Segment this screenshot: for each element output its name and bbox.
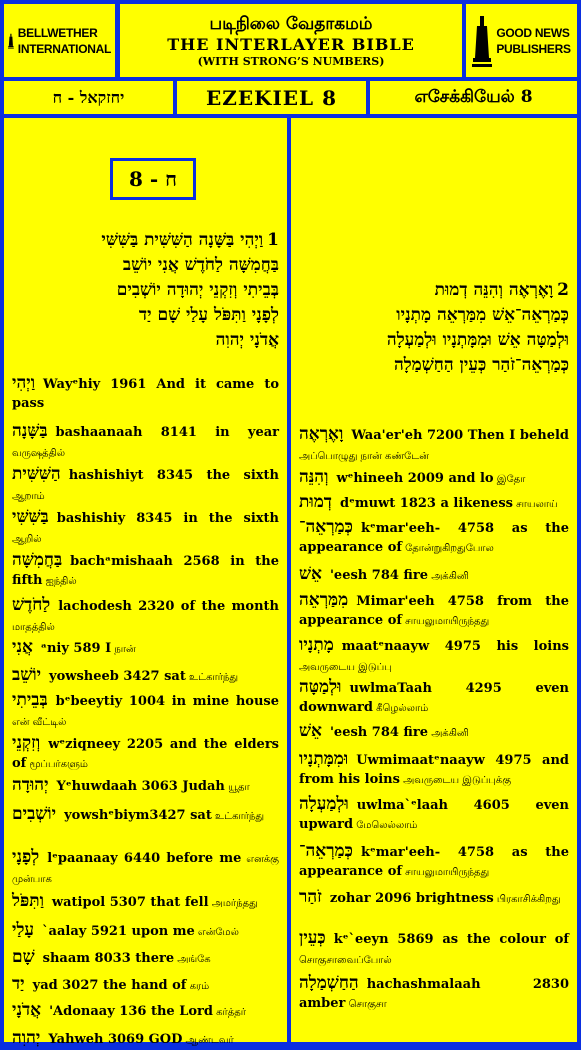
gloss-translit <box>12 975 279 996</box>
gloss-text: bᵉbeeytiy 1004 in mine house <box>55 694 279 709</box>
gloss-translit <box>299 636 569 677</box>
gloss-translit <box>299 888 569 909</box>
gloss-text: ᵃniy 589 I <box>40 641 112 656</box>
verse-number: 1 <box>267 230 279 250</box>
gloss-hebrew-word: הַחַשְׁמַלָה <box>299 973 359 993</box>
gloss-tamil: வருஷத்தில் <box>12 448 66 459</box>
left-logo-line2: INTERNATIONAL <box>17 41 111 56</box>
gloss-translit <box>299 842 569 882</box>
gloss-tamil: ஆறாம் <box>12 491 45 502</box>
title-subtitle: (WITH STRONG’S NUMBERS) <box>197 54 385 68</box>
gloss-hebrew-word: כְּעֵין <box>299 928 326 948</box>
gloss-tamil: சாயலுமாயிருந்தது <box>402 616 490 627</box>
gloss-tamil: இதோ <box>493 474 526 485</box>
verse-1-hebrew <box>101 228 279 353</box>
gloss-tamil: கரம் <box>186 981 210 992</box>
gloss-tamil: உட்கார்ந்து <box>185 672 239 683</box>
title-block <box>120 4 462 77</box>
gloss-translit <box>12 1029 279 1050</box>
gloss-hebrew-word: אֵשׁ <box>299 721 322 741</box>
gloss-tamil: யூதா <box>224 782 250 793</box>
verse-line: וּלְמַטָּה אֵשׁ וּמִמָּתְנָיו וּלְמַעְלָה <box>386 330 569 350</box>
gloss-entry <box>12 374 279 413</box>
gloss-hebrew-word: בַּשִּׁשִּׁי <box>12 507 49 527</box>
gloss-translit <box>12 374 279 413</box>
gloss-tamil: அவருடைய இடுப்பு <box>299 662 392 673</box>
gloss-hebrew-word: וּמִמָּתְנָיו <box>299 749 349 769</box>
gloss-entry <box>12 551 279 591</box>
verse-line: אֲדֹנָי יְהוִה <box>215 330 279 350</box>
gloss-entry <box>299 468 569 489</box>
gloss-translit <box>299 678 569 718</box>
gloss-translit <box>12 638 279 659</box>
gloss-translit <box>299 493 569 514</box>
gloss-tamil: கீழெல்லாம் <box>372 703 429 714</box>
gloss-hebrew-word: יוֹשְׁבִים <box>12 804 57 824</box>
gloss-tamil: அமர்ந்தது <box>208 898 258 909</box>
gloss-entry <box>299 888 569 909</box>
gloss-text: shaam 8033 there <box>42 951 175 966</box>
gloss-text: yowsheeb 3427 sat <box>49 669 186 684</box>
verse-number: 2 <box>557 280 569 300</box>
verse-line: כְּמַרְאֵה־אֵשׁ מִמַּרְאֵה מָתְנָיו <box>396 305 569 325</box>
gloss-hebrew-word: מָתְנָיו <box>299 635 334 655</box>
gloss-entry <box>299 795 569 835</box>
gloss-tamil: சொகுசா <box>345 999 387 1010</box>
gloss-translit <box>12 805 279 826</box>
gloss-text: Uwmimaatᵉnaayw 4975 and from his loins <box>299 753 569 787</box>
tamil-book-label <box>370 81 577 114</box>
gloss-translit <box>299 722 569 743</box>
gloss-translit <box>299 795 569 835</box>
gloss-translit <box>12 551 279 591</box>
gloss-translit <box>299 750 569 790</box>
gloss-entry <box>299 750 569 790</box>
verse-line: בַּחֲמִשָּׁה לַחֹדֶשׁ אֲנִי יוֹשֵׁב <box>122 255 279 275</box>
gloss-entry <box>12 921 279 942</box>
gloss-hebrew-word: וְזִקְנֵי <box>12 733 41 753</box>
gloss-hebrew-word: בַּשָּׁנָה <box>12 421 48 441</box>
verse-line: כְּמַרְאֵה־זֹהַר כְּעֵין הַחַשְׁמַלָה <box>393 355 569 375</box>
gloss-tamil: ஆண்டவர் <box>182 1035 234 1046</box>
gloss-entry <box>299 722 569 743</box>
gloss-text: 'eesh 784 fire <box>329 725 429 740</box>
gloss-text: bashishiy 8345 in the sixth <box>56 511 279 526</box>
gloss-entry <box>299 636 569 677</box>
gloss-text: wᵉziqneey 2205 and the elders of <box>12 737 279 771</box>
gloss-translit <box>12 921 279 942</box>
gloss-entry <box>12 596 279 637</box>
gloss-translit <box>12 776 279 797</box>
left-logo-line1: BELLWETHER <box>17 25 98 40</box>
bellwether-icon <box>8 14 14 68</box>
gloss-text: 'Adonaay 136 the Lord <box>49 1004 213 1019</box>
gloss-entry <box>12 465 279 506</box>
gloss-text: 'eesh 784 fire <box>329 568 429 583</box>
gloss-text: kᵉmar'eeh- 4758 as the appearance of <box>299 521 569 555</box>
gloss-translit <box>299 565 569 586</box>
gloss-text: Yᵉhuwdaah 3063 Judah <box>56 779 225 794</box>
gloss-hebrew-word: וַיְהִי <box>12 373 36 393</box>
gloss-entry <box>12 805 279 826</box>
gloss-tamil: மூப்பர்களும் <box>26 759 88 770</box>
gloss-tamil: அவருடைய இடுப்புக்கு <box>399 775 512 786</box>
gloss-hebrew-word: יוֹשֵׁב <box>12 665 42 685</box>
gloss-text: Mimar'eeh 4758 from the appearance of <box>299 594 569 628</box>
gloss-hebrew-word: אֲדֹנָי <box>12 1000 42 1020</box>
gloss-translit <box>12 1001 279 1022</box>
gloss-tamil: ஆறில் <box>12 534 42 545</box>
gloss-tamil: கர்த்தர் <box>212 1007 247 1018</box>
gloss-entry <box>299 493 569 514</box>
bellwether-icon <box>472 14 492 68</box>
gloss-entry <box>12 892 279 913</box>
chapter-badge-text: ח - 8 <box>129 166 177 191</box>
gloss-text: Waa'er'eh 7200 Then I beheld <box>351 428 569 443</box>
gloss-hebrew-word: עָלַי <box>12 920 35 940</box>
verse-line: לְפָנָי וַתִּפֹּל עָלַי שָׁם יַד <box>138 305 279 325</box>
gloss-text: Yahweh 3069 GOD <box>48 1032 183 1047</box>
gloss-translit <box>12 691 279 732</box>
left-column <box>4 118 287 1048</box>
gloss-tamil: என்மேல் <box>194 927 239 938</box>
gloss-tamil: அக்கினி <box>428 728 469 739</box>
gloss-text: yad 3027 the hand of <box>32 978 187 993</box>
gloss-hebrew-word: אֲנִי <box>12 637 33 657</box>
verse-line: בְּבֵיתִי וְזִקְנֵי יְהוּדָה יוֹשְׁבִים <box>116 280 279 300</box>
gloss-entry <box>12 948 279 969</box>
right-column <box>291 118 577 1042</box>
title-english: THE INTERLAYER BIBLE <box>167 34 415 54</box>
gloss-tamil: சாயலாய் <box>512 499 558 510</box>
gloss-tamil: உட்கார்ந்து <box>211 811 265 822</box>
gloss-hebrew-word: מִמַּרְאֵה <box>299 590 349 610</box>
gloss-translit <box>299 974 569 1014</box>
gloss-tamil: என் வீட்டில் <box>12 717 67 728</box>
gloss-text: `aalay 5921 upon me <box>42 924 195 939</box>
title-tamil: படிநிலை வேதாகமம் <box>209 13 373 34</box>
gloss-text: kᵉmar'eeh- 4758 as the appearance of <box>299 845 569 879</box>
gloss-hebrew-word: וּלְמַטָּה <box>299 677 342 697</box>
gloss-entry <box>12 1029 279 1050</box>
gloss-hebrew-word: דְמוּת <box>299 492 332 512</box>
gloss-text: hashishiyt 8345 the sixth <box>68 468 279 483</box>
gloss-translit <box>12 596 279 637</box>
gloss-translit <box>299 425 569 466</box>
good-news-logo <box>466 4 577 77</box>
verse-line: 2וָאֶרְאֶה וְהִנֵּה דְמוּת <box>434 280 569 300</box>
verse-line: 1וַיְהִי בַּשָּׁנָה הַשִּׁשִּׁית בַּשִּׁשִּׁי <box>101 230 279 250</box>
gloss-hebrew-word: וּלְמַעְלָה <box>299 794 349 814</box>
gloss-hebrew-word: לַחֹדֶשׁ <box>12 595 51 615</box>
gloss-entry <box>299 974 569 1014</box>
english-book-text: EZEKIEL 8 <box>205 85 337 110</box>
gloss-tamil: அக்கினி <box>428 571 469 582</box>
gloss-text: bashaanaah 8141 in year <box>55 425 279 440</box>
gloss-translit <box>299 929 569 970</box>
bellwether-logo <box>4 4 115 77</box>
gloss-text: hachashmalaah 2830 amber <box>299 977 569 1011</box>
gloss-text: maatᵉnaayw 4975 his loins <box>341 639 569 654</box>
gloss-entry <box>12 848 279 889</box>
gloss-entry <box>299 929 569 970</box>
gloss-entry <box>299 518 569 558</box>
hebrew-book-text: יחזקאל - ח <box>52 87 125 107</box>
gloss-hebrew-word: שָׁם <box>12 947 35 967</box>
tamil-book-text: எசேக்கியேல் 8 <box>414 86 533 107</box>
right-logo-line1: GOOD NEWS <box>496 25 570 40</box>
gloss-translit <box>12 422 279 463</box>
gloss-hebrew-word: זֹהַר <box>299 887 322 907</box>
gloss-hebrew-word: וְהִנֵּה <box>299 467 329 487</box>
gloss-text: yowshᵉbiym3427 sat <box>64 808 212 823</box>
gloss-tamil: சொகுசாவைப்போல் <box>299 955 392 966</box>
gloss-hebrew-word: כְּמַרְאֵה־ <box>299 517 353 537</box>
gloss-tamil: சாயலுமாயிருந்தது <box>402 867 490 878</box>
gloss-entry <box>12 776 279 797</box>
gloss-hebrew-word: יְהוּדָה <box>12 775 49 795</box>
gloss-translit <box>299 468 569 489</box>
gloss-entry <box>12 1001 279 1022</box>
gloss-hebrew-word: הַשִּׁשִּׁית <box>12 464 61 484</box>
gloss-translit <box>12 734 279 774</box>
gloss-entry <box>12 508 279 549</box>
gloss-translit <box>12 948 279 969</box>
gloss-hebrew-word: אֵשׁ <box>299 564 322 584</box>
gloss-translit <box>299 518 569 558</box>
gloss-hebrew-word: בַּחֲמִשָּׁה <box>12 550 63 570</box>
chapter-badge <box>110 158 196 200</box>
gloss-hebrew-word: יְהוִה <box>12 1028 41 1048</box>
gloss-entry <box>12 734 279 774</box>
gloss-translit <box>12 465 279 506</box>
gloss-text: uwlmaTaah 4295 even downward <box>299 681 569 715</box>
gloss-entry <box>299 678 569 718</box>
gloss-hebrew-word: כְּמַרְאֵה־ <box>299 841 353 861</box>
gloss-text: uwlma`ᵉlaah 4605 even upward <box>299 798 569 832</box>
gloss-text: kᵉ`eeyn 5869 as the colour of <box>333 932 569 947</box>
gloss-text: Wayᵉhiy 1961 And it came to pass <box>12 377 279 411</box>
gloss-tamil: பிரகாசிக்கிறது <box>493 894 561 905</box>
gloss-hebrew-word: וָאֶרְאֶה <box>299 424 344 444</box>
gloss-tamil: மேலெல்லாம் <box>353 820 418 831</box>
gloss-text: lᵉpaanaay 6440 before me <box>47 851 242 866</box>
gloss-hebrew-word: וַתִּפֹּל <box>12 891 44 911</box>
gloss-translit <box>12 892 279 913</box>
gloss-entry <box>12 666 279 687</box>
gloss-text: dᵉmuwt 1823 a likeness <box>339 496 513 511</box>
gloss-translit <box>12 666 279 687</box>
gloss-entry <box>299 842 569 882</box>
gloss-text: lachodesh 2320 of the month <box>58 599 279 614</box>
gloss-entry <box>12 422 279 463</box>
gloss-tamil: ஐந்தில் <box>42 576 77 587</box>
hebrew-book-label <box>4 81 173 114</box>
gloss-hebrew-word: יַד <box>12 974 25 994</box>
gloss-text: bachᵃmishaah 2568 in the fifth <box>12 554 279 588</box>
gloss-hebrew-word: לְפָנָי <box>12 847 40 867</box>
gloss-tamil: அப்பொழுது நான் கண்டேன் <box>299 451 429 462</box>
gloss-translit <box>299 591 569 631</box>
gloss-text: watipol 5307 that fell <box>51 895 209 910</box>
gloss-entry <box>299 565 569 586</box>
gloss-entry <box>12 975 279 996</box>
english-book-label <box>177 81 366 114</box>
gloss-entry <box>12 691 279 732</box>
verse-2-hebrew <box>387 278 569 378</box>
gloss-tamil: எனக்கு முன்பாக <box>12 854 279 885</box>
gloss-tamil: தோன்றுகிறதுபோல <box>402 543 494 554</box>
gloss-entry <box>299 591 569 631</box>
gloss-tamil: மாதத்தில் <box>12 622 55 633</box>
gloss-hebrew-word: בְּבֵיתִי <box>12 690 48 710</box>
gloss-translit <box>12 508 279 549</box>
gloss-translit <box>12 848 279 889</box>
gloss-entry <box>12 638 279 659</box>
gloss-tamil: அங்கே <box>174 954 211 965</box>
right-logo-line2: PUBLISHERS <box>496 41 571 56</box>
gloss-text: wᵉhineeh 2009 and lo <box>336 471 494 486</box>
gloss-entry <box>299 425 569 466</box>
gloss-tamil: நான் <box>111 644 136 655</box>
gloss-text: zohar 2096 brightness <box>329 891 494 906</box>
